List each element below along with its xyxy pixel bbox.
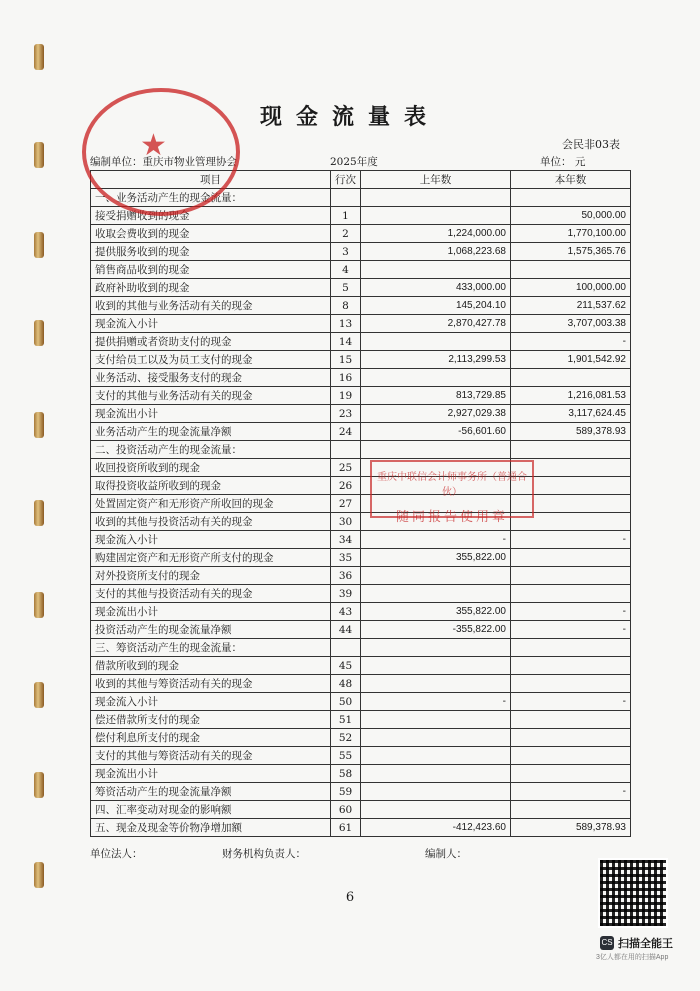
row-item: 四、汇率变动对现金的影响额	[91, 801, 331, 819]
row-item: 提供捐赠或者资助支付的现金	[91, 333, 331, 351]
row-line-number: 39	[331, 585, 361, 603]
row-line-number: 8	[331, 297, 361, 315]
row-prev-year	[361, 747, 511, 765]
row-curr-year	[511, 189, 631, 207]
row-prev-year	[361, 333, 511, 351]
row-item: 提供服务收到的现金	[91, 243, 331, 261]
row-curr-year: 589,378.93	[511, 423, 631, 441]
row-line-number: 51	[331, 711, 361, 729]
row-line-number: 13	[331, 315, 361, 333]
row-curr-year	[511, 567, 631, 585]
row-prev-year: -56,601.60	[361, 423, 511, 441]
row-curr-year	[511, 711, 631, 729]
row-line-number: 59	[331, 783, 361, 801]
row-line-number	[331, 639, 361, 657]
table-row	[91, 657, 631, 675]
table-row	[91, 693, 631, 711]
row-curr-year: -	[511, 783, 631, 801]
row-item: 现金流出小计	[91, 405, 331, 423]
finance-head-label: 财务机构负责人：	[222, 848, 306, 860]
row-curr-year	[511, 747, 631, 765]
row-curr-year: 1,575,365.76	[511, 243, 631, 261]
row-prev-year	[361, 657, 511, 675]
row-line-number: 60	[331, 801, 361, 819]
auditor-stamp-usage: 随同报告使用章	[395, 510, 508, 525]
row-prev-year: 2,870,427.78	[361, 315, 511, 333]
preparer-label: 编制人：	[425, 848, 467, 860]
row-item: 现金流出小计	[91, 765, 331, 783]
row-curr-year: 211,537.62	[511, 297, 631, 315]
row-curr-year: 3,117,624.45	[511, 405, 631, 423]
report-year: 2025年度	[330, 156, 378, 168]
table-row	[91, 675, 631, 693]
row-curr-year: 100,000.00	[511, 279, 631, 297]
page-number: 6	[345, 890, 355, 905]
row-curr-year: 1,770,100.00	[511, 225, 631, 243]
camscanner-icon: CS	[600, 936, 614, 950]
binding-mark	[34, 772, 44, 798]
row-line-number: 27	[331, 495, 361, 513]
row-prev-year: -412,423.60	[361, 819, 511, 837]
row-item: 借款所收到的现金	[91, 657, 331, 675]
row-item: 收到的其他与筹资活动有关的现金	[91, 675, 331, 693]
row-prev-year	[361, 369, 511, 387]
row-item: 支付的其他与业务活动有关的现金	[91, 387, 331, 405]
brand-tagline: 3亿人都在用的扫描App	[596, 954, 669, 961]
row-curr-year	[511, 639, 631, 657]
row-prev-year: 1,068,223.68	[361, 243, 511, 261]
row-prev-year: 145,204.10	[361, 297, 511, 315]
table-row	[91, 351, 631, 369]
auditor-stamp-firm: 重庆中联信会计师事务所（普通合伙）	[377, 472, 527, 498]
row-prev-year: 433,000.00	[361, 279, 511, 297]
legal-representative-label: 单位法人：	[90, 848, 143, 860]
row-line-number: 4	[331, 261, 361, 279]
binding-mark	[34, 232, 44, 258]
column-header-prev: 上年数	[361, 171, 511, 189]
table-row	[91, 387, 631, 405]
auditor-stamp	[370, 460, 534, 525]
row-prev-year	[361, 207, 511, 225]
row-line-number: 25	[331, 459, 361, 477]
row-prev-year	[361, 261, 511, 279]
row-item: 支付给员工以及为员工支付的现金	[91, 351, 331, 369]
row-curr-year	[511, 585, 631, 603]
seal-star-icon: ★	[140, 128, 167, 163]
row-curr-year: -	[511, 603, 631, 621]
row-line-number: 50	[331, 693, 361, 711]
row-prev-year	[361, 189, 511, 207]
table-row	[91, 423, 631, 441]
row-prev-year	[361, 639, 511, 657]
row-item: 支付的其他与筹资活动有关的现金	[91, 747, 331, 765]
row-line-number: 48	[331, 675, 361, 693]
row-item: 现金流出小计	[91, 603, 331, 621]
table-row	[91, 225, 631, 243]
column-header-item: 项目	[91, 171, 331, 189]
row-item: 业务活动产生的现金流量净额	[91, 423, 331, 441]
scanner-brand	[600, 935, 673, 951]
reporting-unit: 编制单位：重庆市物业管理协会	[90, 156, 237, 168]
row-item: 收到的其他与业务活动有关的现金	[91, 297, 331, 315]
row-item: 支付的其他与投资活动有关的现金	[91, 585, 331, 603]
row-prev-year	[361, 711, 511, 729]
row-prev-year	[361, 675, 511, 693]
row-curr-year: 1,216,081.53	[511, 387, 631, 405]
form-number: 会民非03表	[562, 138, 620, 151]
row-line-number: 2	[331, 225, 361, 243]
table-row	[91, 585, 631, 603]
table-row	[91, 333, 631, 351]
row-prev-year	[361, 441, 511, 459]
row-item: 对外投资所支付的现金	[91, 567, 331, 585]
binding-mark	[34, 592, 44, 618]
row-curr-year: 1,901,542.92	[511, 351, 631, 369]
row-curr-year: -	[511, 693, 631, 711]
table-row	[91, 711, 631, 729]
row-line-number: 1	[331, 207, 361, 225]
row-line-number: 19	[331, 387, 361, 405]
row-line-number: 30	[331, 513, 361, 531]
table-row	[91, 297, 631, 315]
row-curr-year: -	[511, 531, 631, 549]
table-row	[91, 315, 631, 333]
row-line-number: 23	[331, 405, 361, 423]
row-line-number: 36	[331, 567, 361, 585]
row-prev-year: -	[361, 531, 511, 549]
table-row	[91, 369, 631, 387]
row-item: 现金流入小计	[91, 315, 331, 333]
table-row	[91, 279, 631, 297]
row-line-number: 61	[331, 819, 361, 837]
row-item: 销售商品收到的现金	[91, 261, 331, 279]
row-prev-year: -	[361, 693, 511, 711]
row-line-number: 34	[331, 531, 361, 549]
table-row	[91, 621, 631, 639]
row-line-number: 43	[331, 603, 361, 621]
table-row	[91, 801, 631, 819]
row-curr-year	[511, 675, 631, 693]
table-row	[91, 765, 631, 783]
row-item: 二、投资活动产生的现金流量：	[91, 441, 331, 459]
row-prev-year	[361, 567, 511, 585]
binding-mark	[34, 412, 44, 438]
row-item: 现金流入小计	[91, 693, 331, 711]
row-curr-year	[511, 801, 631, 819]
currency-unit: 单位： 元	[540, 156, 586, 168]
row-line-number: 24	[331, 423, 361, 441]
row-prev-year: 2,113,299.53	[361, 351, 511, 369]
table-row	[91, 603, 631, 621]
row-curr-year	[511, 261, 631, 279]
table-row	[91, 405, 631, 423]
row-item: 筹资活动产生的现金流量净额	[91, 783, 331, 801]
brand-name: 扫描全能王	[618, 938, 673, 950]
row-prev-year	[361, 801, 511, 819]
table-row	[91, 261, 631, 279]
row-line-number: 55	[331, 747, 361, 765]
row-curr-year: 50,000.00	[511, 207, 631, 225]
row-line-number: 15	[331, 351, 361, 369]
table-row	[91, 477, 631, 495]
row-curr-year: 589,378.93	[511, 819, 631, 837]
row-prev-year	[361, 783, 511, 801]
binding-mark	[34, 320, 44, 346]
table-row	[91, 495, 631, 513]
row-curr-year	[511, 729, 631, 747]
row-line-number	[331, 441, 361, 459]
row-item: 政府补助收到的现金	[91, 279, 331, 297]
table-row	[91, 729, 631, 747]
row-prev-year: 1,224,000.00	[361, 225, 511, 243]
row-item: 处置固定资产和无形资产所收回的现金	[91, 495, 331, 513]
row-prev-year: 355,822.00	[361, 603, 511, 621]
row-line-number	[331, 189, 361, 207]
binding-mark	[34, 44, 44, 70]
row-prev-year: 355,822.00	[361, 549, 511, 567]
row-line-number: 45	[331, 657, 361, 675]
row-line-number: 3	[331, 243, 361, 261]
row-line-number: 16	[331, 369, 361, 387]
row-curr-year: -	[511, 621, 631, 639]
binding-mark	[34, 500, 44, 526]
table-row	[91, 243, 631, 261]
row-line-number: 44	[331, 621, 361, 639]
row-line-number: 5	[331, 279, 361, 297]
row-item: 接受捐赠收到的现金	[91, 207, 331, 225]
row-curr-year: -	[511, 333, 631, 351]
row-item: 购建固定资产和无形资产所支付的现金	[91, 549, 331, 567]
row-item: 投资活动产生的现金流量净额	[91, 621, 331, 639]
column-header-line: 行次	[331, 171, 361, 189]
row-item: 偿付利息所支付的现金	[91, 729, 331, 747]
row-item: 取得投资收益所收到的现金	[91, 477, 331, 495]
cash-flow-table	[90, 170, 631, 837]
row-prev-year: -355,822.00	[361, 621, 511, 639]
table-row	[91, 819, 631, 837]
row-curr-year	[511, 765, 631, 783]
binding-mark	[34, 142, 44, 168]
row-item: 收到的其他与投资活动有关的现金	[91, 513, 331, 531]
row-line-number: 35	[331, 549, 361, 567]
table-row	[91, 747, 631, 765]
table-row	[91, 783, 631, 801]
row-item: 三、筹资活动产生的现金流量：	[91, 639, 331, 657]
row-curr-year	[511, 549, 631, 567]
table-row	[91, 513, 631, 531]
row-item: 收取会费收到的现金	[91, 225, 331, 243]
table-row	[91, 549, 631, 567]
row-curr-year	[511, 441, 631, 459]
row-line-number: 26	[331, 477, 361, 495]
row-curr-year: 3,707,003.38	[511, 315, 631, 333]
binding-mark	[34, 862, 44, 888]
qr-code	[598, 858, 668, 928]
row-prev-year: 2,927,029.38	[361, 405, 511, 423]
row-curr-year	[511, 657, 631, 675]
row-curr-year	[511, 369, 631, 387]
row-line-number: 58	[331, 765, 361, 783]
row-item: 偿还借款所支付的现金	[91, 711, 331, 729]
row-item: 一、业务活动产生的现金流量：	[91, 189, 331, 207]
row-line-number: 14	[331, 333, 361, 351]
row-prev-year	[361, 765, 511, 783]
table-row	[91, 459, 631, 477]
row-line-number: 52	[331, 729, 361, 747]
row-item: 业务活动、接受服务支付的现金	[91, 369, 331, 387]
binding-mark	[34, 682, 44, 708]
row-item: 收回投资所收到的现金	[91, 459, 331, 477]
row-item: 现金流入小计	[91, 531, 331, 549]
page-title: 现金流量表	[259, 104, 440, 130]
table-row	[91, 441, 631, 459]
table-row	[91, 567, 631, 585]
table-row	[91, 639, 631, 657]
row-prev-year	[361, 585, 511, 603]
column-header-curr: 本年数	[511, 171, 631, 189]
row-item: 五、现金及现金等价物净增加额	[91, 819, 331, 837]
table-row	[91, 531, 631, 549]
row-prev-year: 813,729.85	[361, 387, 511, 405]
row-prev-year	[361, 729, 511, 747]
